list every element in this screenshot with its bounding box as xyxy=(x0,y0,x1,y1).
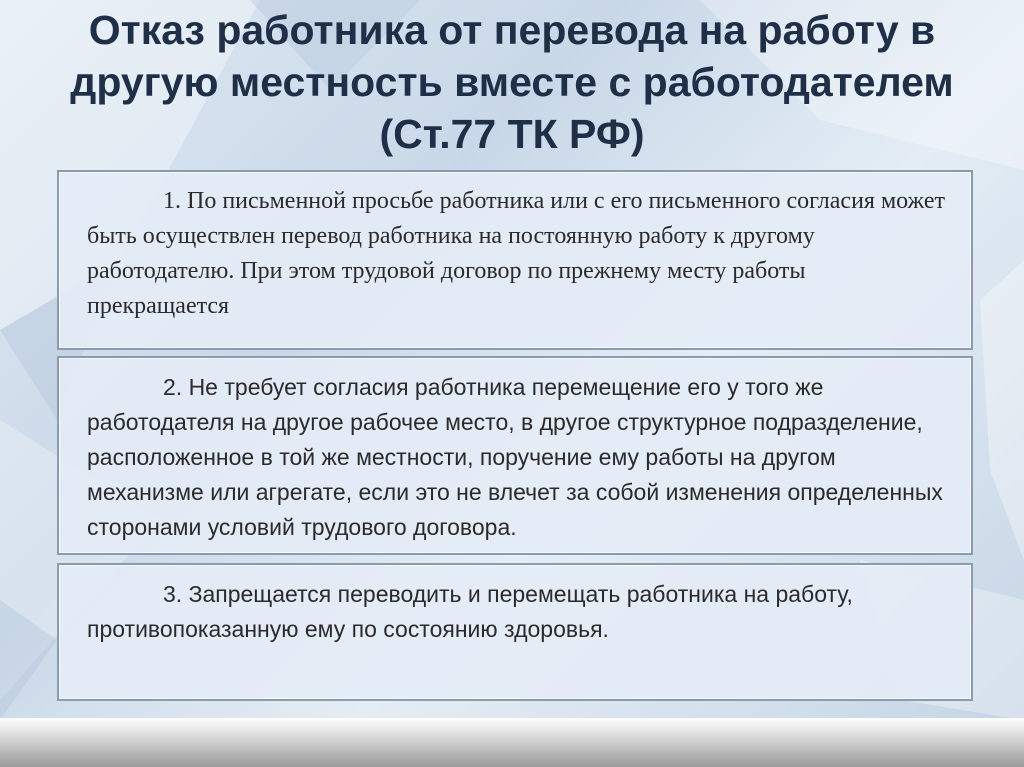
item-text-3: 3. Запрещается переводить и перемещать работника на работу, противопоказанную ему по состоянию здоровья. xyxy=(87,581,853,642)
item-box-2 xyxy=(57,356,973,555)
item-box-3 xyxy=(57,563,973,701)
item-text-1: 1. По письменной просьбе работника или с его письменного согласия может быть осуществлен перевод работника на постоянную работу к другому работодателю. При этом трудовой договор по прежнему месту работы прекращается xyxy=(87,188,945,319)
item-box-1 xyxy=(57,170,973,350)
item-text-2: 2. Не требует согласия работника перемещение его у того же работодателя на другое рабочее место, в другое структурное подразделение, расположенное в той же местности, поручение ему работы на другом механизме или агрегате, если это не влечет за собой изменения определенных сторонами условий трудового договора. xyxy=(87,374,943,540)
bottom-band xyxy=(0,718,1024,767)
slide-title: Отказ работника от перевода на работу в другую местность вместе с работодателем (Ст.77 ТК РФ) xyxy=(70,7,954,157)
